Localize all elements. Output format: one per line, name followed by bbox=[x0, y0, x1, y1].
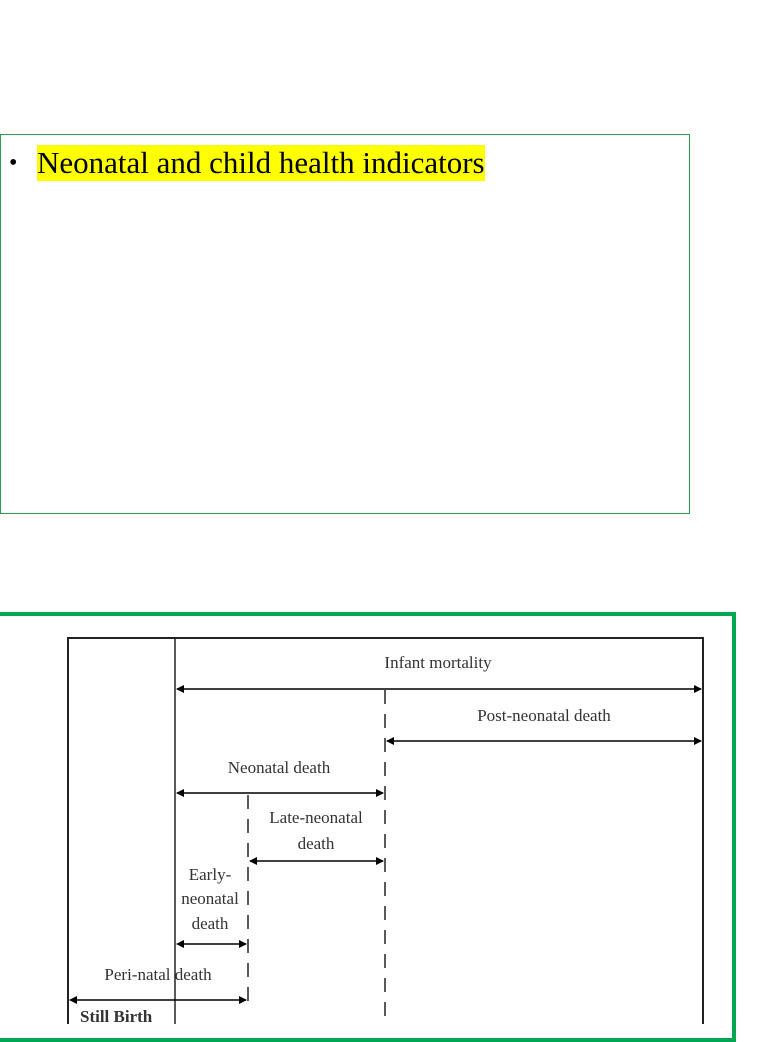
label-still-birth: Still Birth bbox=[80, 1007, 153, 1024]
label-early-neonatal-3: death bbox=[191, 914, 229, 933]
label-infant-mortality: Infant mortality bbox=[384, 653, 492, 672]
bullet-symbol: • bbox=[9, 150, 18, 176]
bullet-text: Neonatal and child health indicators bbox=[37, 145, 485, 180]
label-post-neonatal: Post-neonatal death bbox=[477, 706, 611, 725]
label-early-neonatal-1: Early- bbox=[188, 865, 232, 884]
label-late-neonatal-1: Late-neonatal bbox=[269, 808, 363, 827]
label-early-neonatal-2: neonatal bbox=[181, 889, 239, 908]
label-late-neonatal-2: death bbox=[297, 834, 335, 853]
label-neonatal: Neonatal death bbox=[227, 758, 331, 777]
label-perinatal: Peri-natal death bbox=[104, 965, 212, 984]
